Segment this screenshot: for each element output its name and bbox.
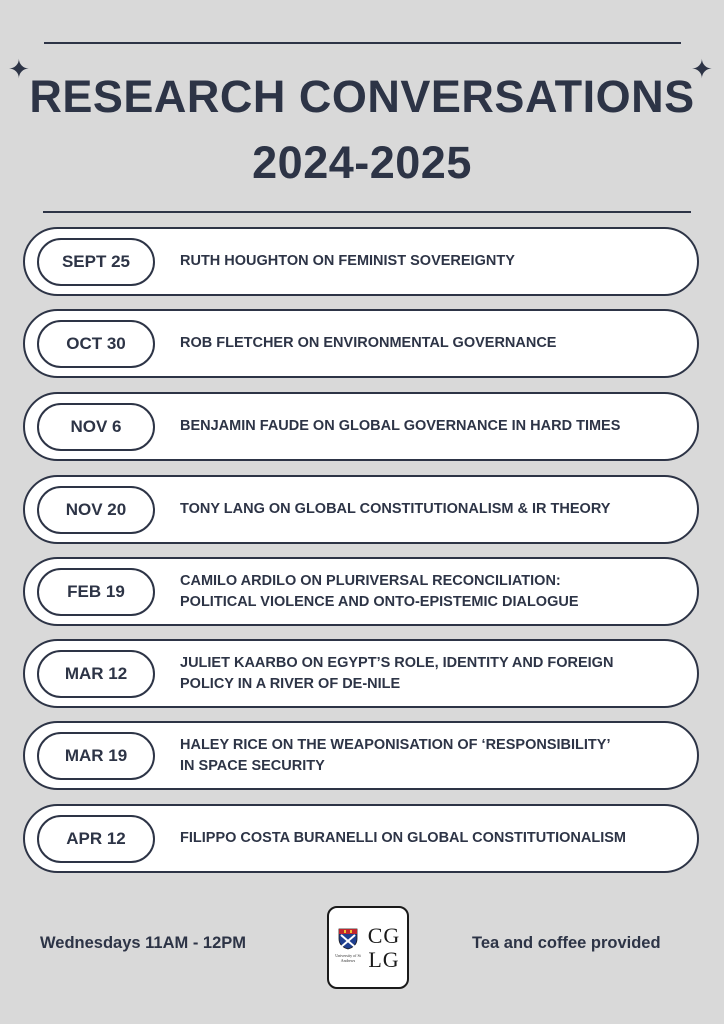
event-date: OCT 30 <box>37 320 155 368</box>
event-title: RUTH HOUGHTON ON FEMINIST SOVEREIGNTY <box>180 253 515 269</box>
event-date: NOV 20 <box>37 486 155 534</box>
sparkle-icon: ✦ <box>8 54 30 84</box>
event-row <box>23 721 699 790</box>
event-date: MAR 19 <box>37 732 155 780</box>
logo-caption: University of St Andrews <box>335 953 361 963</box>
event-title: ROB FLETCHER ON ENVIRONMENTAL GOVERNANCE <box>180 335 557 351</box>
event-date: MAR 12 <box>37 650 155 698</box>
refreshments-text: Tea and coffee provided <box>472 934 661 952</box>
event-row <box>23 804 699 873</box>
event-row <box>23 639 699 708</box>
page-year: 2024-2025 <box>252 137 472 188</box>
university-crest-icon <box>338 928 358 950</box>
event-date: NOV 6 <box>37 403 155 451</box>
event-date: FEB 19 <box>37 568 155 616</box>
event-title: HALEY RICE ON THE WEAPONISATION OF ‘RESPONSIBILITY’ IN SPACE SECURITY <box>180 736 611 774</box>
event-title: FILIPPO COSTA BURANELLI ON GLOBAL CONSTITUTIONALISM <box>180 830 626 846</box>
event-title: TONY LANG ON GLOBAL CONSTITUTIONALISM & IR THEORY <box>180 501 611 517</box>
event-row <box>23 392 699 461</box>
logo-letters: CG LG <box>367 923 401 972</box>
event-row <box>23 309 699 378</box>
event-row <box>23 557 699 626</box>
event-date: APR 12 <box>37 815 155 863</box>
event-title: CAMILO ARDILO ON PLURIVERSAL RECONCILIATION: POLITICAL VIOLENCE AND ONTO-EPISTEMIC DIALOGUE <box>180 572 579 610</box>
event-row <box>23 475 699 544</box>
sparkle-icon: ✦ <box>691 54 713 84</box>
page-title: RESEARCH CONVERSATIONS <box>29 71 695 122</box>
schedule-text: Wednesdays 11AM - 12PM <box>40 934 247 952</box>
top-divider <box>44 42 681 44</box>
bottom-divider <box>43 211 691 213</box>
event-title: BENJAMIN FAUDE ON GLOBAL GOVERNANCE IN HARD TIMES <box>180 418 621 434</box>
cglg-logo <box>327 906 409 989</box>
event-row <box>23 227 699 296</box>
event-title: JULIET KAARBO ON EGYPT’S ROLE, IDENTITY AND FOREIGN POLICY IN A RIVER OF DE-NILE <box>180 654 614 692</box>
event-date: SEPT 25 <box>37 238 155 286</box>
